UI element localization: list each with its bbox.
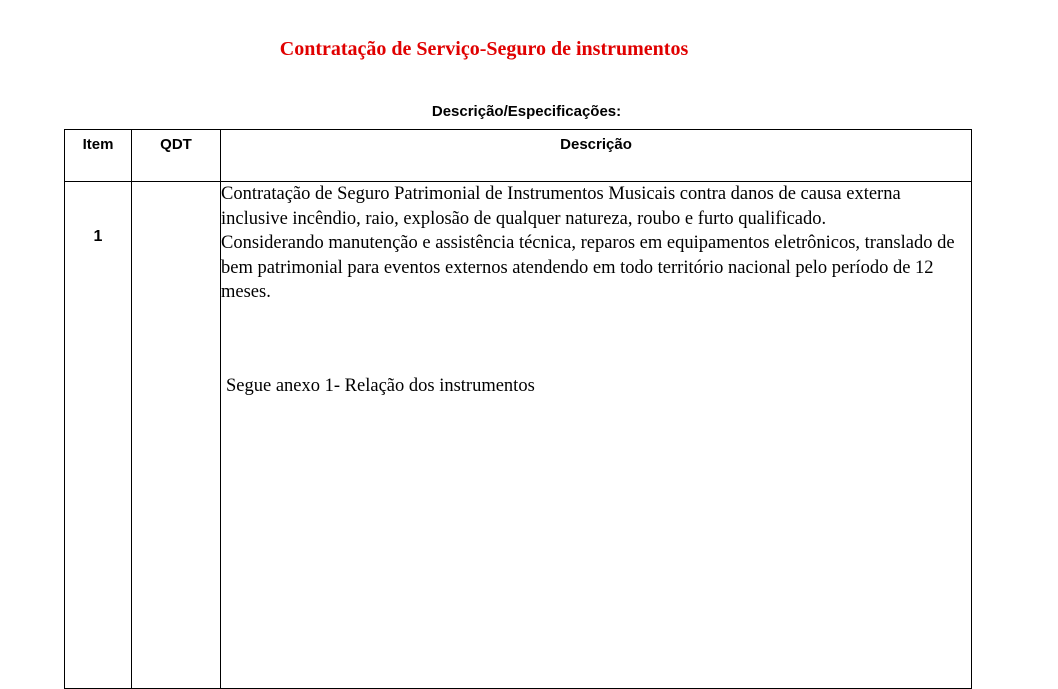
- header-qdt: QDT: [160, 136, 192, 153]
- row-description: [221, 182, 969, 305]
- column-divider-item-qdt: [131, 130, 132, 688]
- document-title: Contratação de Serviço-Seguro de instrumentos: [279, 38, 689, 60]
- annex-note: Segue anexo 1- Relação dos instrumentos: [226, 376, 535, 396]
- header-descricao: Descrição: [560, 136, 632, 153]
- description-paragraph: Considerando manutenção e assistência técnica, reparos em equipamentos eletrônicos, translado de bem patrimonial para eventos externos atendendo em todo território nacional pelo período de 12 meses.: [221, 233, 955, 302]
- header-item: Item: [82, 136, 114, 153]
- specifications-table: [64, 129, 972, 689]
- description-paragraph: Contratação de Seguro Patrimonial de Instrumentos Musicais contra danos de causa externa inclusive incêndio, raio, explosão de qualquer natureza, roubo e furto qualificado.: [221, 184, 901, 229]
- row-item-number: 1: [93, 228, 103, 245]
- section-heading: Descrição/Especificações:: [431, 103, 622, 120]
